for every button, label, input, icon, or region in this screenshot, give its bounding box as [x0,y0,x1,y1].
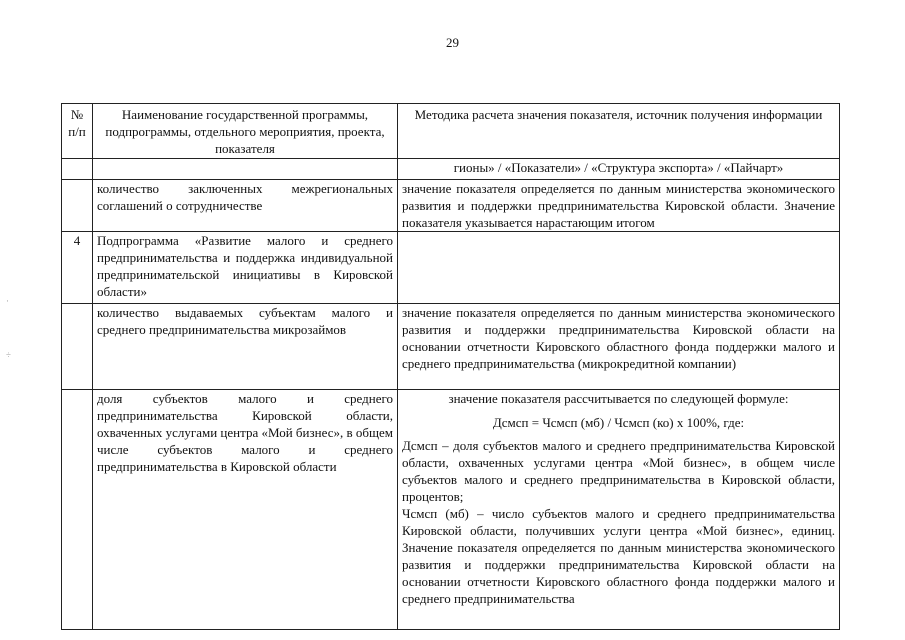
formula-definition: Чсмсп (мб) – число субъектов малого и среднего предпринимательства Кировской области, получивших услуги центра «Мой бизнес», единиц. Значение показателя определяется по данным министерства экономического развития и поддержки предпринимательства Кировской области на основании отчетности Кировского областного фонда поддержки малого и среднего предпринимательства [402,506,835,606]
scan-mark: ÷ [6,350,11,360]
row-name: Подпрограмма «Развитие малого и среднего предпринимательства и поддержка индивидуальной предпринимательской инициативы в Кировской области» [93,232,398,304]
row-name: количество выдаваемых субъектам малого и среднего предпринимательства микрозаймов [93,304,398,390]
row-num [62,390,93,630]
header-num: № п/п [62,104,93,159]
table-row [62,390,840,630]
row-method [398,390,840,630]
row-num [62,304,93,390]
formula-definition: Дсмсп – доля субъектов малого и среднего предпринимательства Кировской области, охваченных услугами центра «Мой бизнес», в общем числе субъектов малого и среднего предпринимательства в Кировской области, процентов; [402,438,835,504]
scan-mark: · [6,296,9,306]
row-num [62,180,93,232]
formula: Дсмсп = Чсмсп (мб) / Чсмсп (ко) x 100%, где: [492,415,745,430]
table-row [62,159,840,180]
row-name: доля субъектов малого и среднего предпринимательства Кировской области, охваченных услугами центра «Мой бизнес», в общем числе субъектов малого и среднего предпринимательства в Кировской области [93,390,398,630]
row-name: количество заключенных межрегиональных соглашений о сотрудничестве [93,180,398,232]
row-method: гионы» / «Показатели» / «Структура экспорта» / «Пайчарт» [398,159,840,180]
row-name [93,159,398,180]
table-header-row [62,104,840,159]
page-number: 29 [446,35,459,50]
row-num: 4 [62,232,93,304]
header-method: Методика расчета значения показателя, источник получения информации [398,104,840,159]
row-num [62,159,93,180]
table-row [62,180,840,232]
row-method [398,232,840,304]
table-row [62,304,840,390]
indicator-table [61,103,840,630]
table-row [62,232,840,304]
row-method: значение показателя определяется по данным министерства экономического развития и поддержки предпринимательства Кировской области на основании отчетности Кировского областного фонда поддержки малого и среднего предпринимательства (микрокредитной компании) [398,304,840,390]
row-method: значение показателя определяется по данным министерства экономического развития и поддержки предпринимательства Кировской области. Значение показателя указывается нарастающим итогом [398,180,840,232]
formula-intro: значение показателя рассчитывается по следующей формуле: [448,391,789,406]
header-name: Наименование государственной программы, подпрограммы, отдельного мероприятия, проекта, показателя [93,104,398,159]
